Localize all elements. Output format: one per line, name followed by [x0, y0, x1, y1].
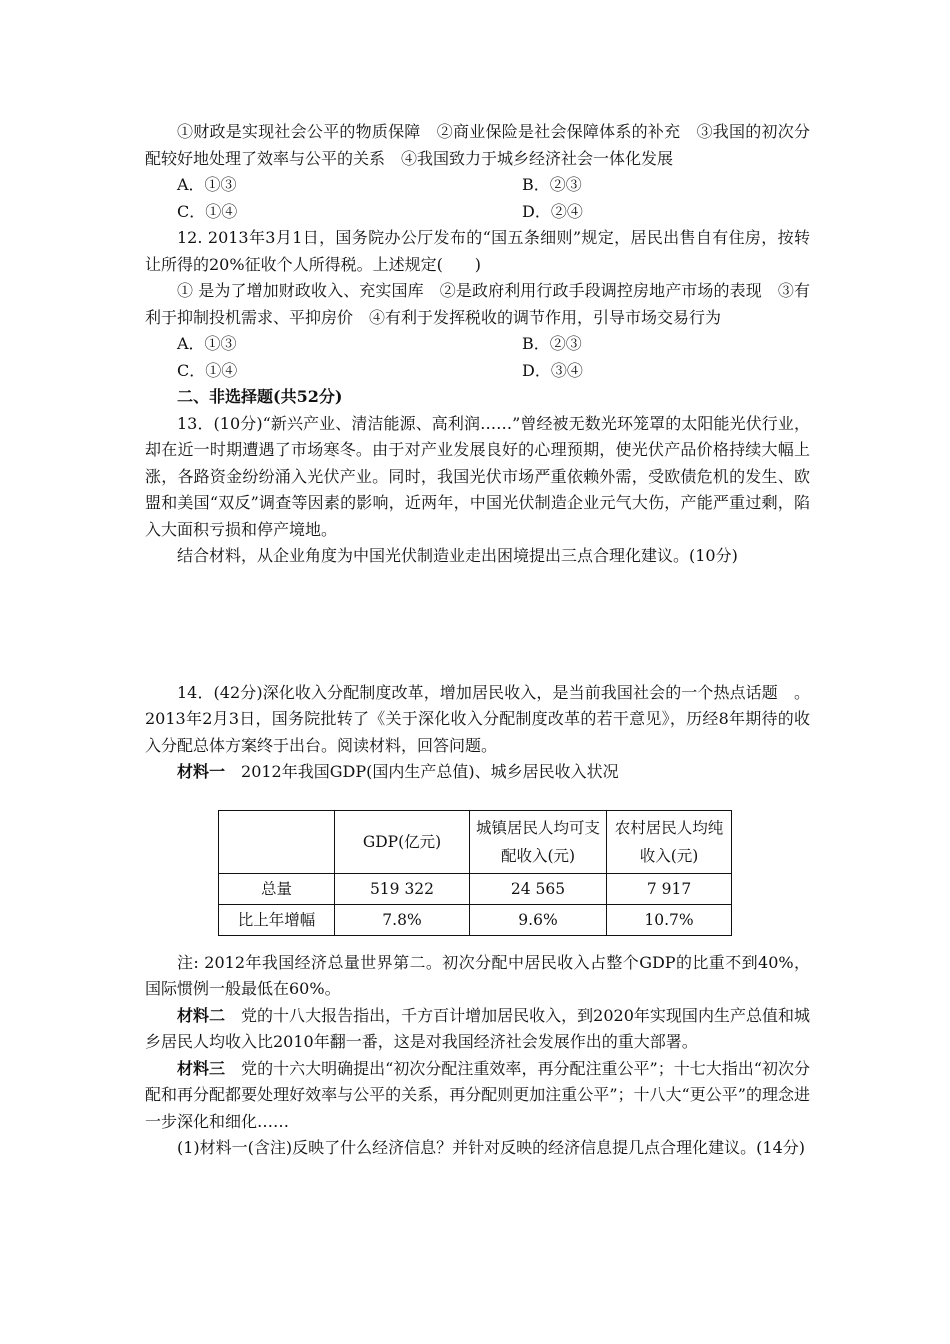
table-header-cell: 农村居民人均纯收入(元)	[607, 810, 732, 873]
q12-statements: ① 是为了增加财政收入、充实国库 ②是政府利用行政手段调控房地产市场的表现 ③有利于抑制投机需求、平抑房价 ④有利于发挥税收的调节作用，引导市场交易行为	[145, 281, 810, 327]
q11-statements: ①财政是实现社会公平的物质保障 ②商业保险是社会保障体系的补充 ③我国的初次分配较好地处理了效率与公平的关系 ④我国致力于城乡经济社会一体化发展	[145, 122, 810, 168]
q11-options-row2	[145, 199, 810, 226]
table-note: 注: 2012年我国经济总量世界第二。初次分配中居民收入占整个GDP的比重不到40%，国际惯例一般最低在60%。	[145, 952, 810, 998]
table-row	[219, 873, 732, 904]
q12-options-row1	[145, 331, 810, 358]
material3-label: 材料三	[177, 1058, 226, 1078]
material2-label: 材料二	[177, 1005, 226, 1025]
table-header-row	[219, 810, 732, 873]
table-cell: 7 917	[607, 873, 732, 904]
q11-option-c: C．①④	[177, 201, 238, 221]
q11-option-a: A．①③	[177, 175, 237, 194]
q12-options-row2	[145, 358, 810, 385]
answer-space	[145, 570, 810, 680]
q11-option-b: B．②③	[522, 175, 582, 194]
table-header-cell: 城镇居民人均可支配收入(元)	[470, 810, 607, 873]
table-cell: 比上年增幅	[219, 904, 335, 935]
q11-option-d: D．②④	[522, 201, 583, 221]
q11-options-row1	[145, 172, 810, 199]
material3	[145, 1056, 810, 1136]
q13-question: 结合材料，从企业角度为中国光伏制造业走出困境提出三点合理化建议。(10分)	[177, 546, 738, 565]
q12-stem: 12. 2013年3月1日，国务院办公厅发布的“国五条细则”规定，居民出售自有住房，按转让所得的20%征收个人所得税。上述规定( )	[145, 228, 810, 274]
material2	[145, 1003, 810, 1056]
table-header-cell: GDP(亿元)	[335, 810, 470, 873]
exam-page	[145, 119, 810, 1162]
table-cell: 总量	[219, 873, 335, 904]
q14-stem: 14．(42分)深化收入分配制度改革，增加居民收入，是当前我国社会的一个热点话题 。2013年2月3日，国务院批转了《关于深化收入分配制度改革的若干意见》，历经8年期待的收入分配总体方案终于出台。阅读材料，回答问题。	[145, 682, 810, 755]
material1-heading	[145, 759, 810, 786]
material3-text: 党的十六大明确提出“初次分配注重效率，再分配注重公平”；十七大指出“初次分配和再分配都要处理好效率与公平的关系，再分配则更加注重公平”；十八大“更公平”的理念进一步深化和细化……	[145, 1058, 810, 1131]
q14-sub1: (1)材料一(含注)反映了什么经济信息？并针对反映的经济信息提几点合理化建议。(14分)	[177, 1138, 805, 1157]
material1-title: 2012年我国GDP(国内生产总值)、城乡居民收入状况	[225, 762, 619, 781]
q13-stem: 13．(10分)“新兴产业、清洁能源、高利润……”曾经被无数光环笼罩的太阳能光伏行业，却在近一时期遭遇了市场寒冬。由于对产业发展良好的心理预期，使光伏产品价格持续大幅上涨，各路资金纷纷涌入光伏产业。同时，我国光伏市场严重依赖外需，受欧债危机的发生、欧盟和美国“双反”调查等因素的影响，近两年，中国光伏制造企业元气大伤，产能严重过剩，陷入大面积亏损和停产境地。	[145, 413, 810, 539]
table-header-cell	[219, 810, 335, 873]
q12-option-b: B．②③	[522, 334, 582, 353]
q12-option-d: D．③④	[522, 360, 583, 380]
table-cell: 10.7%	[607, 904, 732, 935]
table-cell: 24 565	[470, 873, 607, 904]
q12-option-c: C．①④	[177, 360, 238, 380]
table-cell: 9.6%	[470, 904, 607, 935]
income-table	[218, 810, 732, 936]
section-title: 二、非选择题(共52分)	[177, 387, 343, 406]
table-cell: 519 322	[335, 873, 470, 904]
q12-option-a: A．①③	[177, 334, 237, 353]
material2-text: 党的十八大报告指出，千方百计增加居民收入，到2020年实现国内生产总值和城乡居民人均收入比2010年翻一番，这是对我国经济社会发展作出的重大部署。	[145, 1005, 810, 1051]
material1-label: 材料一	[177, 762, 226, 781]
table-row	[219, 904, 732, 935]
table-cell: 7.8%	[335, 904, 470, 935]
